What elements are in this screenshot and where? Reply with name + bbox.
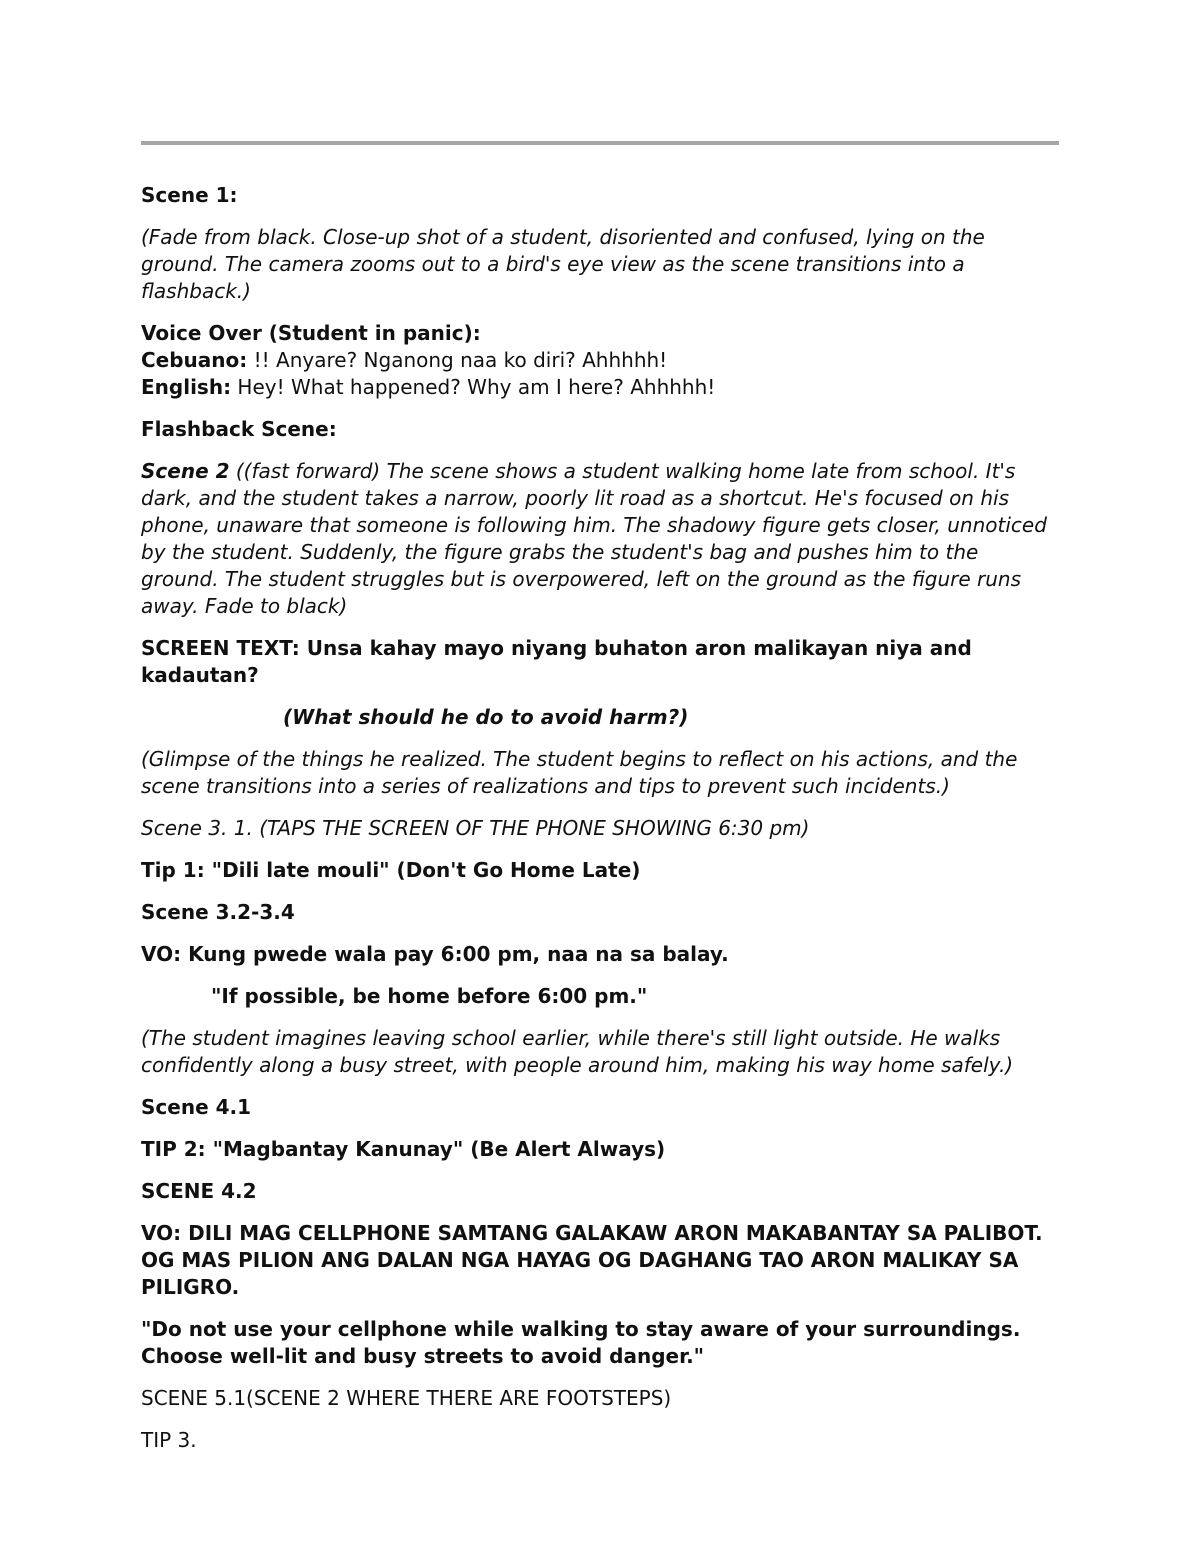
flashback-heading: Flashback Scene: — [141, 417, 337, 441]
tip2-heading: TIP 2: "Magbantay Kanunay" (Be Alert Always) — [141, 1137, 666, 1161]
scene2-label: Scene 2 — [141, 459, 230, 483]
scene4-2: SCENE 4.2 — [141, 1179, 257, 1203]
cebuano-label: Cebuano: — [141, 348, 248, 372]
tip1-direction: (The student imagines leaving school earlier, while there's still light outside. He walks confidently along a busy street, with people around him, making his way home safely.) — [141, 1026, 1014, 1077]
scene2-text: ((fast forward) The scene shows a student walking home late from school. It's dark, and the student takes a narrow, poorly lit road as a shortcut. He's focused on his phone, unaware that someone is following him. The shadowy figure gets closer, unnoticed by the student. Suddenly, the figure grabs the student's bag and pushes him to the ground. The student struggles but is overpowered, left on the ground as the figure runs away. Fade to black) — [141, 459, 1047, 618]
vo-tip1-translation: "If possible, be home before 6:00 pm." — [211, 984, 648, 1008]
english-label: English: — [141, 375, 232, 399]
cebuano-line — [141, 347, 1059, 374]
voice-over-heading: Voice Over (Student in panic): — [141, 321, 481, 345]
english-line — [141, 374, 1059, 401]
screen-text: SCREEN TEXT: Unsa kahay mayo niyang buhaton aron malikayan niya and kadautan? — [141, 636, 972, 687]
cebuano-text: !! Anyare? Nganong naa ko diri? Ahhhhh! — [247, 348, 668, 372]
vo-tip1: VO: Kung pwede wala pay 6:00 pm, naa na sa balay. — [141, 942, 729, 966]
english-text: Hey! What happened? Why am I here? Ahhhhh! — [231, 375, 716, 399]
glimpse-direction: (Glimpse of the things he realized. The student begins to reflect on his actions, and the scene transitions into a series of realizations and tips to prevent such incidents.) — [141, 747, 1018, 798]
vo-tip2-translation: "Do not use your cellphone while walking to stay aware of your surroundings. Choose well-lit and busy streets to avoid danger." — [141, 1317, 1021, 1368]
script-body — [141, 182, 1059, 1469]
scene3-1: Scene 3. 1. (TAPS THE SCREEN OF THE PHONE SHOWING 6:30 pm) — [141, 816, 810, 840]
tip3-heading: TIP 3. — [141, 1428, 197, 1452]
header-divider — [141, 141, 1059, 145]
scene3-2-4: Scene 3.2-3.4 — [141, 900, 295, 924]
scene2-paragraph — [141, 458, 1059, 620]
scene5-1: SCENE 5.1(SCENE 2 WHERE THERE ARE FOOTSTEPS) — [141, 1386, 672, 1410]
scene1-heading: Scene 1: — [141, 183, 238, 207]
scene1-direction: (Fade from black. Close-up shot of a student, disoriented and confused, lying on the ground. The camera zooms out to a bird's eye view as the scene transitions into a flashback.) — [141, 225, 985, 303]
scene4-1: Scene 4.1 — [141, 1095, 252, 1119]
vo-tip2: VO: DILI MAG CELLPHONE SAMTANG GALAKAW ARON MAKABANTAY SA PALIBOT. OG MAS PILION ANG DALAN NGA HAYAG OG DAGHANG TAO ARON MALIKAY SA PILIGRO. — [141, 1221, 1043, 1299]
screen-text-translation: (What should he do to avoid harm?) — [283, 705, 689, 729]
tip1-heading: Tip 1: "Dili late mouli" (Don't Go Home Late) — [141, 858, 641, 882]
